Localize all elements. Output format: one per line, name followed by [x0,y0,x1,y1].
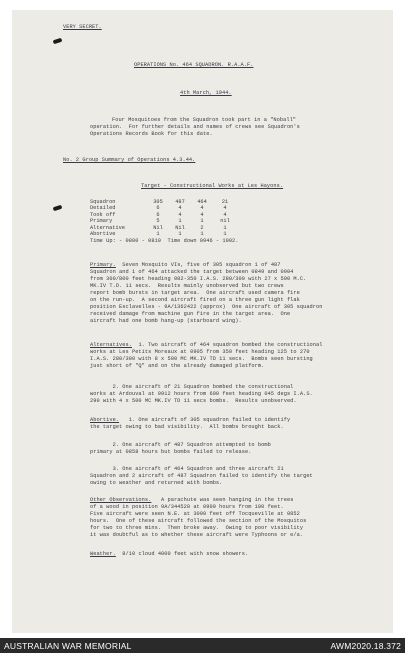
paragraph-line: I.A.S. 280/300 with 8 x 500 MC MK.IV TD 11 secs. Bombs seen bursting [90,356,313,362]
alternatives-label: Alternatives. [90,342,132,348]
table-cell: 4 [200,205,204,212]
table-cell: 1 [223,231,227,238]
table-cell: 4 [223,205,227,212]
other-observations-paragraph [90,497,293,503]
table-cell: 4 [223,211,227,218]
table-cell: Detailed [90,205,116,212]
table-cell: Nil [153,224,163,231]
footer-accession-number: AWM2020.18.372 [330,641,401,651]
footer-institution: AUSTRALIAN WAR MEMORIAL [4,641,132,651]
table-cell: Alternative [90,224,125,231]
table-cell: 6 [156,205,160,212]
paragraph-line: Seven Mosquito VIs, five of 305 squadron 1 of 487 [115,262,281,268]
page-heading: OPERATIONS No. 464 SQUADRON. R.A.A.F. [134,62,254,68]
paragraph-line: for two to three mins. Then broke away. Owing to poor visibility [90,525,304,531]
table-cell: 2 [200,224,204,231]
table-cell: Took off [90,211,116,218]
paragraph-line: Squadron and 1 of 464 attacked the target between 0849 and 0904 [90,269,294,275]
document-date: 4th March, 1944. [180,90,232,96]
paragraph-line: works at Ardouval at 0912 hours from 600 feet heading 045 degs I.A.S. [90,391,313,397]
intro-line: Four Mosquitoes from the Squadron took part in a "Noball" [112,117,297,123]
paragraph-line: report bomb bursts in target area. One aircraft used camera fire [90,290,300,296]
punch-hole-mark [53,38,63,45]
group-summary-heading: No. 2 Group Summary of Operations 4.3.44. [63,157,196,163]
punch-hole-mark [53,205,63,212]
paragraph-line: 2. One aircraft of 21 Squadron bombed the constructional [90,384,294,390]
primary-label: Primary. [90,262,116,268]
paragraph-line: position Esclavelles - 9A/1362422 (approx) One aircraft of 305 squadron [90,304,323,310]
paragraph-line: owing to weather and returned with bombs. [90,480,223,486]
abortive-paragraph [90,417,290,423]
table-cell: 6 [156,211,160,218]
paragraph-line: A parachute was seen hanging in the trees [151,497,294,503]
paragraph-line: from 300/800 feet heading 082-350 I.A.S. 280/300 with 27 x 500 M.C. [90,276,307,282]
squadron-table [90,199,237,237]
paragraph-line: works at Les Petits Moreaux at 0905 from 350 feet heading 125 to 270 [90,349,310,355]
table-cell: 4 [178,211,182,218]
paragraph-line: Five aircraft were seen N.E. at 3000 feet off Tocqueville at 0852 [90,511,300,517]
other-observations-label: Other Observations. [90,497,152,503]
table-cell: 487 [175,199,185,205]
paragraph-line: just short of "Q" and on the already damaged platform. [90,363,265,369]
abortive-label: Abortive. [90,417,120,423]
paragraph-line: 290 with 4 x 500 MC MK.IV TD 11 secs bombs. Results unobserved. [90,398,297,404]
paragraph-line: of a wood in position 9A/344520 at 0900 hours from 100 feet. [90,504,284,510]
table-cell: 1 [223,224,227,231]
paragraph-line: primary at 0858 hours but bombs failed to release. [90,449,252,455]
paragraph-line: 1. One aircraft of 305 squadron failed to identify [119,417,291,423]
intro-line: operation. For further details and names of crews see Squadron's [90,124,300,130]
paragraph-line: 2. One aircraft of 487 Squadron attempted to bomb [90,442,271,448]
table-cell: 21 [221,199,229,205]
table-cell: 4 [200,211,204,218]
table-cell: 305 [153,199,163,205]
intro-line: Operations Records Book for this date. [90,131,213,137]
table-row [90,231,237,237]
paragraph-line: received damage from machine gun fire in the target area. One [90,311,291,317]
target-heading: Target - Constructional Works at Les Hayons. [141,183,284,189]
table-cell: 464 [197,199,207,205]
classification: VERY SECRET. [63,24,102,30]
table-cell: Abortive [90,231,116,238]
weather-label: Weather. [90,551,116,557]
table-cell: 1 [178,218,182,225]
table-cell: 1 [156,231,160,238]
table-cell: 5 [156,218,160,225]
paragraph-line: hours. One of these aircraft followed the section of the Mosquitos [90,518,307,524]
time-line: Time Up: - 0800 - 0810 Time down 0946 - 1002. [90,238,239,244]
archive-footer [0,638,405,653]
table-cell: 4 [178,205,182,212]
paragraph-line: Squadron and 2 aircraft of 487 Squadron failed to identify the target [90,473,313,479]
weather-text: 8/10 cloud 4000 feet with snow showers. [115,551,249,557]
table-cell: nil [220,218,230,225]
paragraph-line: 1. Two aircraft of 464 squadron bombed the constructional [131,342,323,348]
paragraph-line: it was doubtful as to whether these aircraft were Typhoons or e/a. [90,532,304,538]
table-cell: Squadron [90,199,116,205]
table-cell: 1 [178,231,182,238]
weather-paragraph [90,551,248,557]
paragraph-line: on the run-up. A second aircraft fired on a three gun light flak [90,297,300,303]
table-cell: 1 [200,218,204,225]
primary-paragraph [90,262,281,268]
paragraph-line: 3. One aircraft of 464 Squadron and three aircraft 21 [90,466,284,472]
table-cell: Nil [175,224,185,231]
paragraph-line: MK.IV T.D. 11 secs. Results mainly unobserved but two crews [90,283,284,289]
paragraph-line: aircraft had one bomb hang-up (starboard wing). [90,318,242,324]
paragraph-line: the target owing to bad visibility. All bombs brought back. [90,424,284,430]
alternatives-paragraph [90,342,322,348]
table-cell: Primary [90,218,113,225]
table-cell: 1 [200,231,204,238]
